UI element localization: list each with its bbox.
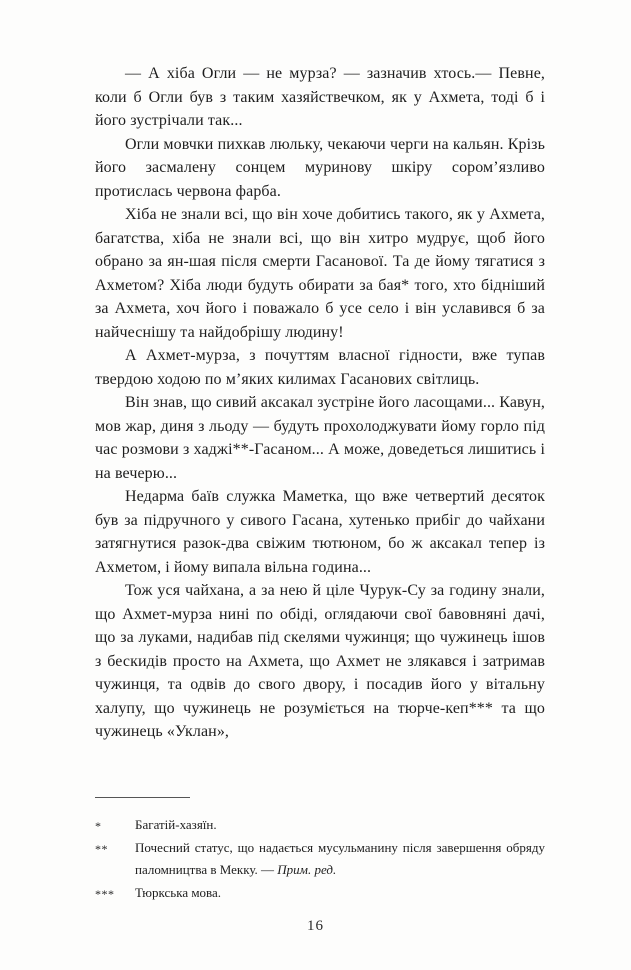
footnote bbox=[95, 837, 545, 882]
paragraph: Огли мовчки пихкав люльку, чекаючи черги на кальян. Крізь його засмалену сонцем муринову шкіру сором’язливо протислась червона фарба. bbox=[95, 135, 545, 200]
footnote-text bbox=[135, 885, 221, 900]
footnote-text-body: Тюркська мова. bbox=[135, 884, 222, 900]
paragraph: Тож уся чайхана, а за нею й ціле Чурук-Су за годину знали, що Ахмет-мурза нині по обіді, оглядаючи свої бавовняні дачі, що за луками, надибав під скелями чужинця; що чужинець ішов з бескидів просто на Ахмета, що Ахмет не злякався і затримав чужинця, та одвів до свого двору, і посадив його у вітальну халупу, що чужинець не розуміється на тюрче-кеп*** та що чужинець «Уклан», bbox=[95, 582, 545, 740]
paragraph: А Ахмет-мурза, з почуттям власної гідности, вже тупав твердою ходою по м’яких килимах Гасанових світлиць. bbox=[95, 347, 545, 388]
footnote-marker: ** bbox=[95, 841, 108, 856]
footnotes-section bbox=[95, 797, 545, 904]
footnote-text-body: Почесний статус, що надається мусульманину після завершення обряду паломництва в Мекку. — bbox=[135, 839, 545, 877]
footnote-text bbox=[135, 817, 217, 832]
paragraph: Він знав, що сивий аксакал зустріне його ласощами... Кавун, мов жар, диня з льоду — будуть прохолоджувати йому горло під час розмови з хаджі**-Гасаном... А може, доведеться лишитись і на вечерю... bbox=[95, 394, 545, 482]
footnote-separator bbox=[95, 797, 190, 798]
footnote-list bbox=[95, 814, 545, 904]
footnote-text-body: Багатій-хазяїн. bbox=[135, 817, 217, 832]
paragraph: Хіба не знали всі, що він хоче добитись такого, як у Ахмета, багатства, хіба не знали всі, що він хитро мудрує, щоб його обрано за ян-шая після смерти Гасанової. Та де йому тягатися з Ахметом? Хіба люди будуть обирати за бая* того, хто бідніший за Ахмета, хоч його і поважало б усе село і він уславився б за найчеснішу та найдобрішу людину! bbox=[95, 206, 545, 341]
paragraph: — А хіба Огли — не мурза? — зазначив хтось.— Певне, коли б Огли був з таким хазяйствечком, як у Ахмета, тоді б і його зустрічали так... bbox=[95, 65, 545, 129]
page-number: 16 bbox=[307, 918, 324, 934]
text-column bbox=[95, 62, 545, 744]
footnote-marker: * bbox=[95, 819, 102, 833]
footnote-text bbox=[135, 840, 545, 878]
paragraph: Недарма баїв служка Маметка, що вже четвертий десяток був за підручного у сивого Гасана, хутенько прибіг до чайхани затягнутися разок-два свіжим тютюном, бо ж аксакал тепер із Ахметом, і йому випала вільна година... bbox=[95, 488, 545, 576]
footnote bbox=[95, 814, 545, 837]
footnote-text-attribution: Прим. ред. bbox=[277, 862, 337, 877]
footnote bbox=[95, 882, 545, 905]
footnote-marker: *** bbox=[95, 886, 115, 901]
